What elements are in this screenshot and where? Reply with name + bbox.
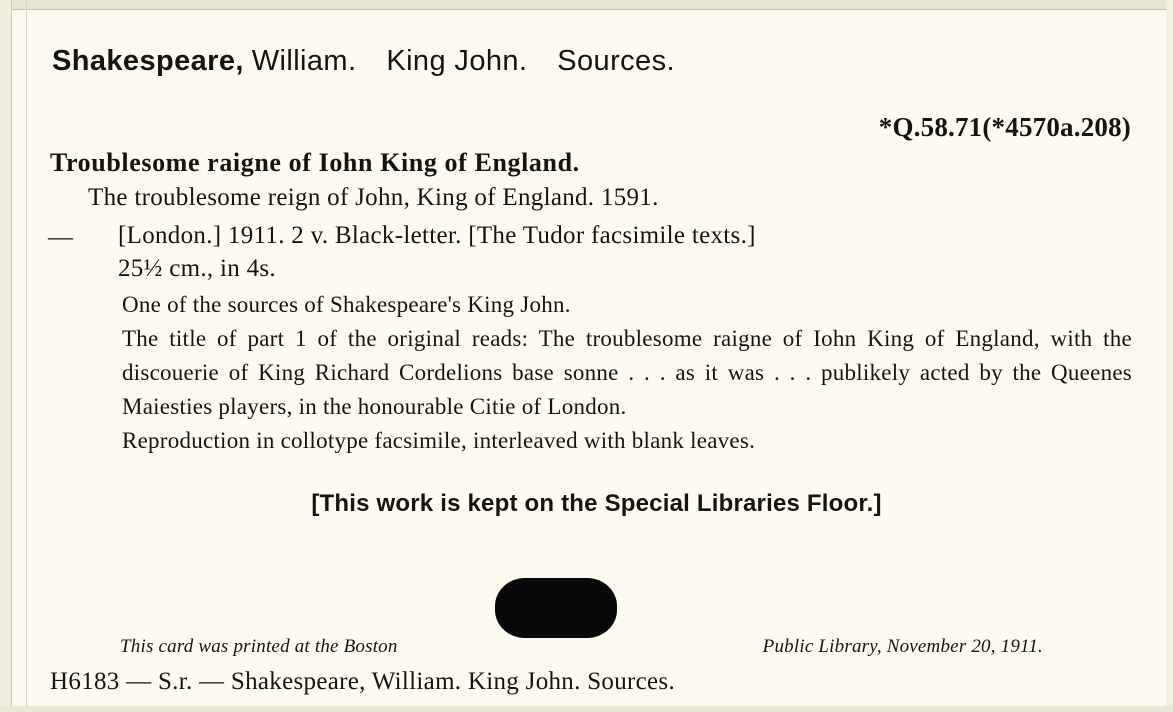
heading-subject-segment: Sources. <box>557 45 675 77</box>
ink-blot-mark <box>495 578 617 638</box>
note-original-title: The title of part 1 of the original reads: The troublesome raigne of Iohn King of England, with the discouerie of King Richard Cordelions base sonne . . . as it was . . . publikely acted by the Queenes Maiesties players, in the honourable Citie of London. <box>122 326 1132 419</box>
collation-statement: 25½ cm., in 4s. <box>118 255 276 282</box>
card-right-edge <box>1166 0 1173 712</box>
notes-block <box>122 288 1132 458</box>
card-left-edge <box>0 0 12 712</box>
heading-line <box>52 44 675 78</box>
tracing-line: H6183 — S.r. — Shakespeare, William. King John. Sources. <box>50 668 675 695</box>
heading-title-segment: King John. <box>386 45 528 77</box>
card-left-rule <box>26 0 27 712</box>
printer-imprint <box>120 636 1043 658</box>
title-statement: The troublesome reign of John, King of England. 1591. <box>88 184 659 211</box>
repeat-dash: — <box>48 224 73 251</box>
author-forename: William. <box>251 45 357 77</box>
imprint-statement: [London.] 1911. 2 v. Black-letter. [The Tudor facsimile texts.] <box>118 222 756 249</box>
note-source: One of the sources of Shakespeare's King John. <box>122 292 571 317</box>
note-reproduction: Reproduction in collotype facsimile, interleaved with blank leaves. <box>122 428 756 453</box>
uniform-title: Troublesome raigne of Iohn King of England. <box>50 148 580 177</box>
author-surname: Shakespeare, <box>52 45 244 77</box>
printer-imprint-left: This card was printed at the Boston <box>120 636 398 657</box>
printer-imprint-right: Public Library, November 20, 1911. <box>762 636 1043 657</box>
special-libraries-note: [This work is kept on the Special Libraries Floor.] <box>311 490 882 517</box>
call-number: *Q.58.71(*4570a.208) <box>878 112 1131 142</box>
card-content <box>40 0 1153 712</box>
